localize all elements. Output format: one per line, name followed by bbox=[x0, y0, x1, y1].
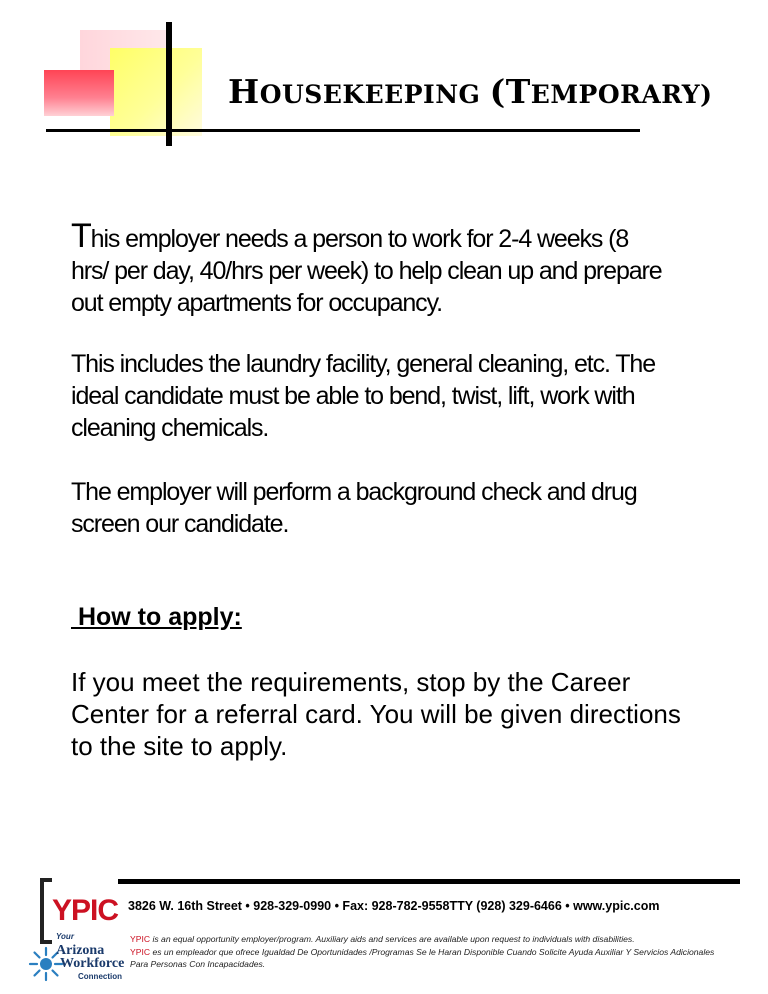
duties-paragraph: This includes the laundry facility, general cleaning, etc. The ideal candidate must be able to bend, twist, lift, work with cleaning chemicals. bbox=[71, 350, 656, 442]
header-vertical-bar bbox=[166, 22, 172, 146]
logo-arizona-text: Arizona bbox=[56, 943, 105, 958]
header-divider bbox=[46, 129, 640, 132]
footer-divider bbox=[118, 879, 740, 884]
footer-address: 3826 W. 16th Street • 928-329-0990 • Fax: 928-782-9558TTY (928) 329-6466 • www.ypic.com bbox=[128, 899, 660, 913]
ypic-logo: YPIC bbox=[52, 894, 119, 927]
dropcap-letter: T bbox=[71, 217, 91, 255]
logo-workforce-text: Workforce bbox=[60, 956, 125, 971]
background-check-paragraph: The employer will perform a background check and drug screen our candidate. bbox=[71, 478, 637, 538]
logo-your-text: Your bbox=[56, 932, 74, 941]
how-to-apply-heading: How to apply: bbox=[71, 603, 242, 631]
header-decor-red-square bbox=[44, 70, 114, 116]
page-title: HOUSEKEEPING (TEMPORARY) bbox=[228, 72, 713, 111]
logo-bracket bbox=[40, 878, 52, 944]
header-decor-yellow-square bbox=[110, 48, 202, 136]
apply-instructions: If you meet the requirements, stop by the Career Center for a referral card. You will be given directions to the site to apply. bbox=[71, 667, 681, 761]
footer-disclaimer: YPIC is an equal opportunity employer/program. Auxiliary aids and services are available upon request to individuals with disabilities. YPIC es un empleador que ofrece Igualdad De Oportunidades /Programas Se le Haran Disponible Cuando Solicite Ayuda Auxiliar Y Servicios Adicionales Para Personas Con Incapacidades. bbox=[130, 934, 715, 969]
logo-connection-text: Connection bbox=[78, 972, 122, 981]
job-description-paragraph: This employer needs a person to work for 2-4 weeks (8 hrs/ per day, 40/hrs per week) to help clean up and prepare out empty apartments for occupancy. bbox=[71, 217, 662, 317]
